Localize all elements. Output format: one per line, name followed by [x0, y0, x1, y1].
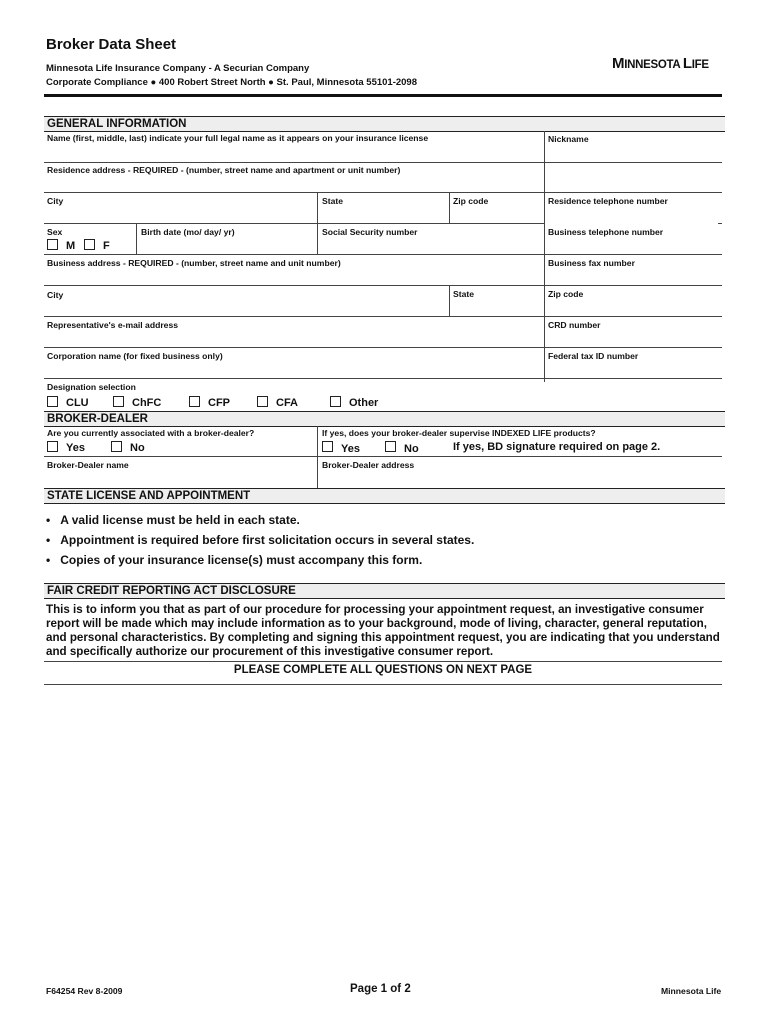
corporation-name-label: Corporation name (for fixed business only) [47, 351, 223, 361]
header-divider [44, 94, 722, 97]
sex-label: Sex [47, 227, 63, 237]
designation-clu-label: CLU [66, 397, 89, 409]
divider [718, 223, 722, 224]
bd-signature-note: If yes, BD signature required on page 2. [453, 441, 661, 453]
broker-dealer-heading: BROKER-DEALER [44, 411, 725, 427]
divider [44, 316, 722, 317]
page-number: Page 1 of 2 [350, 983, 411, 995]
business-fax-label: Business fax number [548, 258, 635, 268]
license-bullet-2: • Appointment is required before first solicitation occurs in several states. [46, 533, 475, 547]
fcra-disclosure-text: This is to inform you that as part of our procedure for processing your appointment request, an investigative consumer report will be made which may include information as to your background, mode of living, character, general reputation, and personal characteristics. By completing and signing this appointment request, you are indicating that you understand and specifically authorize our procurement of this investigative consumer report. [46, 603, 720, 658]
divider [136, 223, 137, 254]
residence-address-label: Residence address - REQUIRED - (number, street name and apartment or unit number) [47, 165, 401, 175]
divider [44, 223, 544, 224]
license-bullet-3: • Copies of your insurance license(s) must accompany this form. [46, 553, 423, 567]
designation-chfc-label: ChFC [132, 397, 162, 409]
divider [44, 661, 722, 662]
designation-cfa-checkbox[interactable] [257, 396, 268, 407]
minnesota-life-logo: MINNESOTA LIFE [612, 55, 709, 72]
bd-associated-yes-label: Yes [66, 442, 85, 454]
designation-cfa-label: CFA [276, 397, 298, 409]
divider [544, 162, 545, 382]
divider [317, 192, 318, 223]
bd-name-label: Broker-Dealer name [47, 460, 129, 470]
city-label: City [47, 196, 64, 206]
sex-female-label: F [103, 240, 110, 252]
divider [44, 347, 722, 348]
divider [44, 684, 722, 685]
business-address-label: Business address - REQUIRED - (number, street name and unit number) [47, 258, 341, 268]
general-information-heading: GENERAL INFORMATION [44, 116, 725, 132]
sex-female-checkbox[interactable] [84, 239, 95, 250]
bd-indexed-no-checkbox[interactable] [385, 441, 396, 452]
designation-clu-checkbox[interactable] [47, 396, 58, 407]
designation-other-label: Other [349, 397, 379, 409]
bd-indexed-yes-checkbox[interactable] [322, 441, 333, 452]
bd-indexed-life-question: If yes, does your broker-dealer supervise INDEXED LIFE products? [322, 428, 596, 438]
footer-company: Minnesota Life [661, 986, 722, 996]
designation-cfp-checkbox[interactable] [189, 396, 200, 407]
divider [44, 162, 722, 163]
business-telephone-label: Business telephone number [548, 227, 664, 237]
divider [317, 223, 318, 254]
designation-label: Designation selection [47, 382, 136, 392]
business-state-label: State [453, 289, 475, 299]
business-city-label: City [47, 290, 64, 300]
divider [449, 285, 450, 316]
sex-male-checkbox[interactable] [47, 239, 58, 250]
legal-name-label: Name (first, middle, last) indicate your full legal name as it appears on your insurance license [47, 133, 429, 143]
bd-indexed-yes-label: Yes [341, 443, 360, 455]
business-zip-label: Zip code [548, 289, 584, 299]
divider [44, 378, 722, 379]
bd-associated-no-checkbox[interactable] [111, 441, 122, 452]
company-name: Minnesota Life Insurance Company - A Securian Company [46, 63, 310, 74]
bd-indexed-no-label: No [404, 443, 419, 455]
divider [449, 192, 450, 223]
zip-code-label: Zip code [453, 196, 489, 206]
state-label: State [322, 196, 344, 206]
bd-associated-no-label: No [130, 442, 145, 454]
email-label: Representative's e-mail address [47, 320, 179, 330]
license-bullet-1: • A valid license must be held in each state. [46, 513, 300, 527]
complete-next-page-notice: PLEASE COMPLETE ALL QUESTIONS ON NEXT PAGE [233, 664, 533, 676]
bd-address-label: Broker-Dealer address [322, 460, 415, 470]
federal-tax-id-label: Federal tax ID number [548, 351, 639, 361]
page-title: Broker Data Sheet [46, 36, 177, 53]
ssn-label: Social Security number [322, 227, 418, 237]
divider [44, 254, 722, 255]
designation-cfp-label: CFP [208, 397, 230, 409]
nickname-label: Nickname [548, 134, 589, 144]
residence-telephone-label: Residence telephone number [548, 196, 668, 206]
divider [44, 192, 722, 193]
divider [317, 426, 318, 488]
form-number: F64254 Rev 8-2009 [46, 986, 123, 996]
state-license-heading: STATE LICENSE AND APPOINTMENT [44, 488, 725, 504]
bd-association-question: Are you currently associated with a broker-dealer? [47, 428, 255, 438]
company-address: Corporate Compliance ● 400 Robert Street North ● St. Paul, Minnesota 55101-2098 [46, 77, 417, 88]
divider [44, 285, 722, 286]
bd-associated-yes-checkbox[interactable] [47, 441, 58, 452]
birth-date-label: Birth date (mo/ day/ yr) [141, 227, 235, 237]
designation-chfc-checkbox[interactable] [113, 396, 124, 407]
designation-other-checkbox[interactable] [330, 396, 341, 407]
divider [544, 131, 545, 162]
divider [44, 456, 722, 457]
crd-number-label: CRD number [548, 320, 601, 330]
sex-male-label: M [66, 240, 76, 252]
fcra-heading: FAIR CREDIT REPORTING ACT DISCLOSURE [44, 583, 725, 599]
